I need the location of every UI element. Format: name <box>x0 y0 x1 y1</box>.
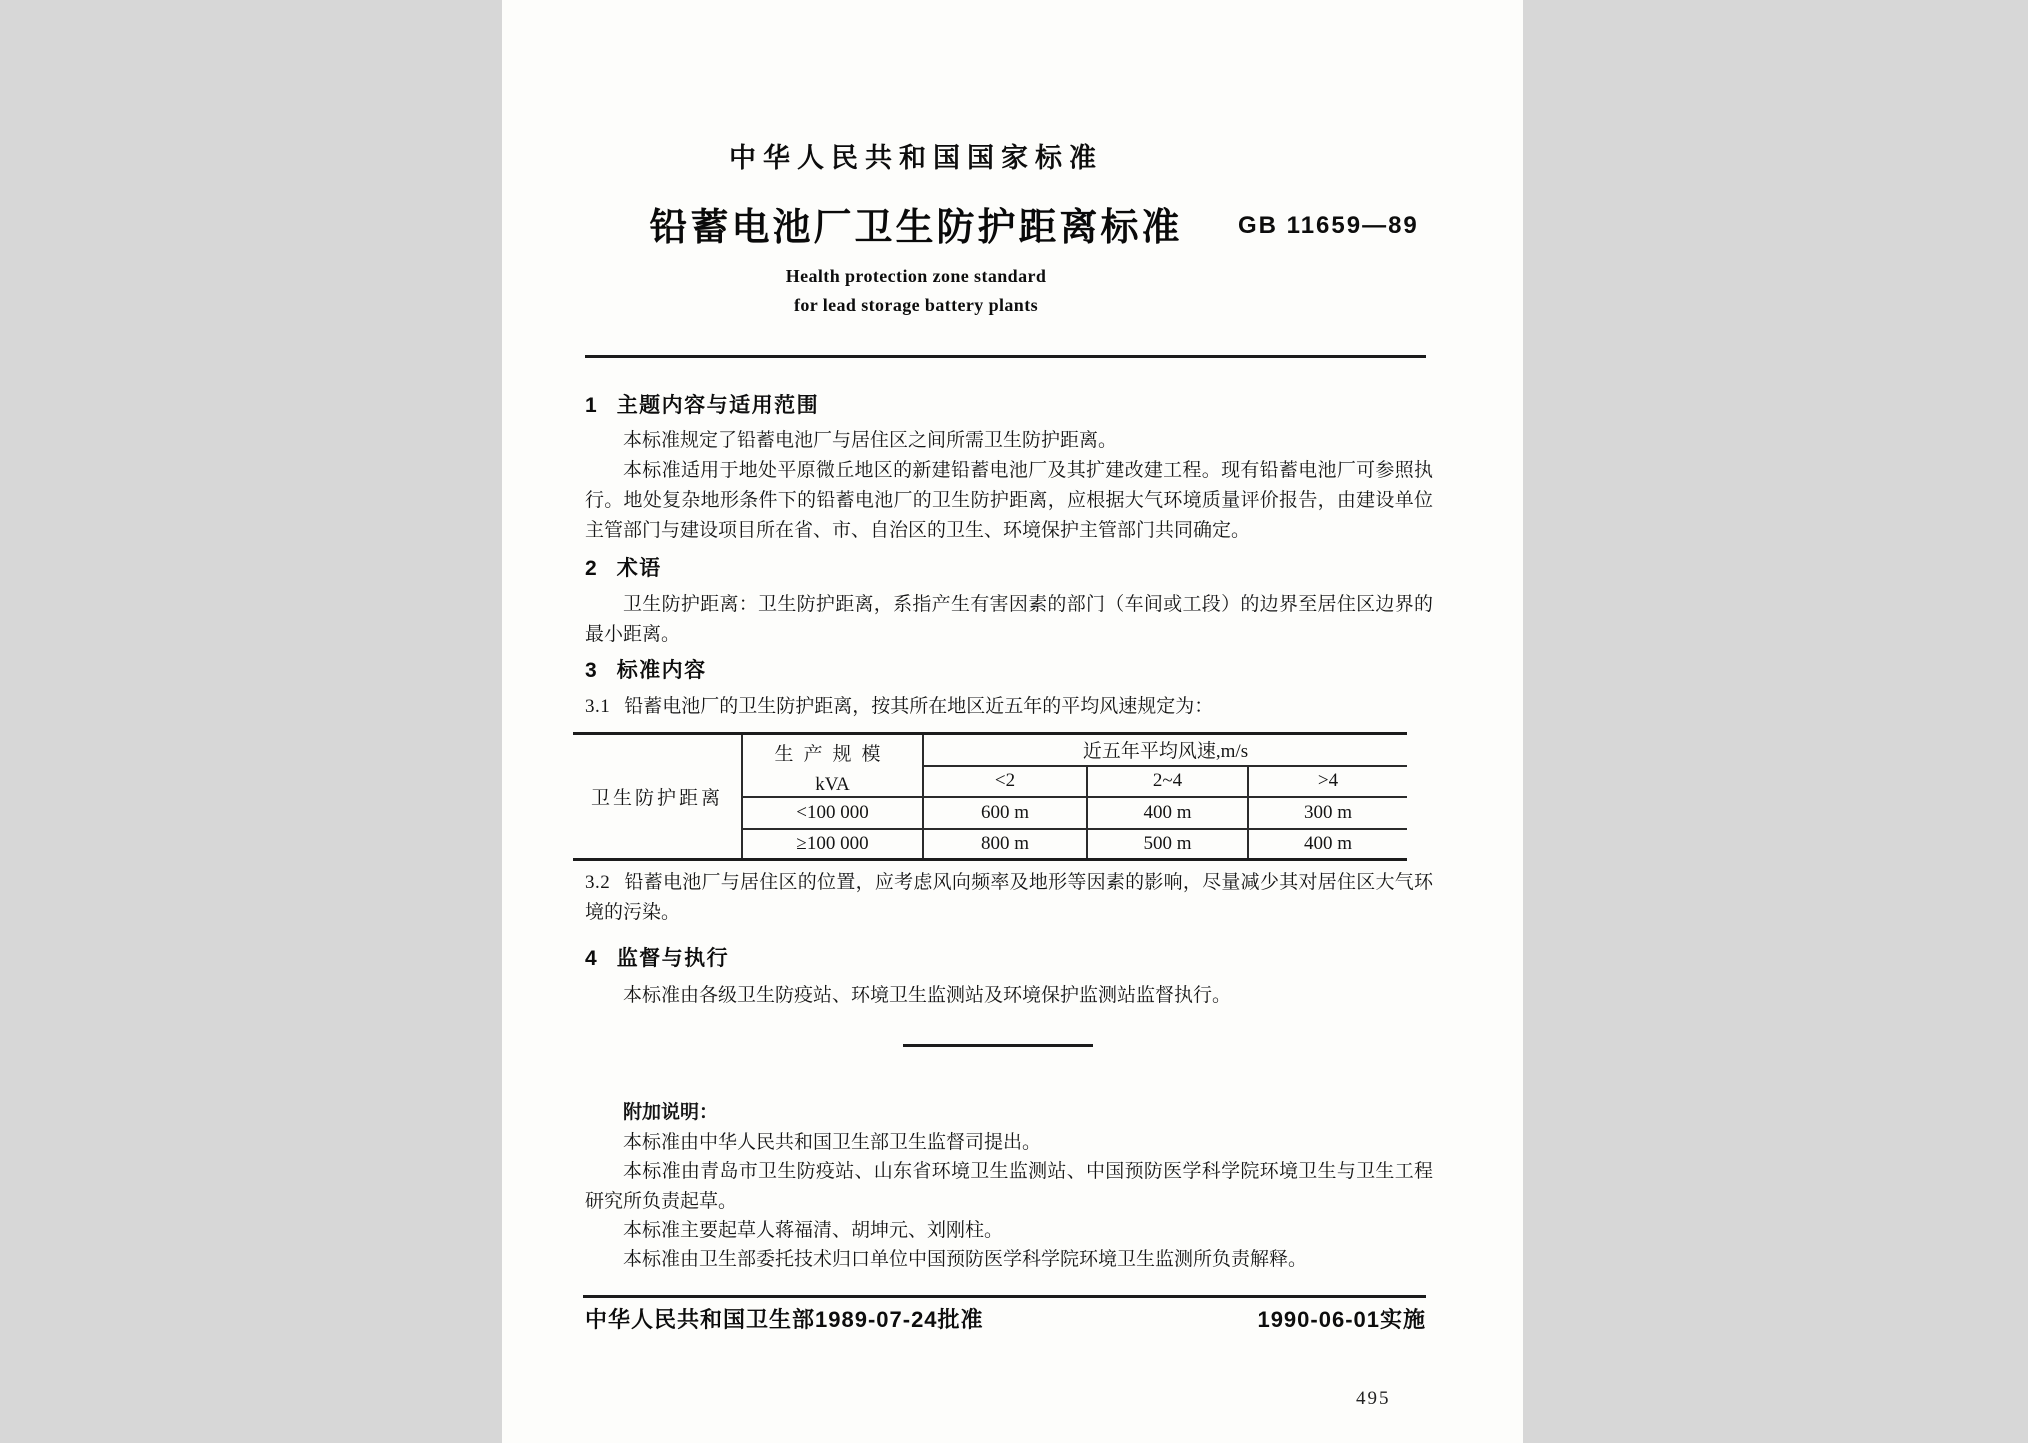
table-scale-unit: kVA <box>815 774 850 795</box>
section-1-paragraph-2: 本标准适用于地处平原微丘地区的新建铅蓄电池厂及其扩建改建工程。现有铅蓄电池厂可参照执行。地处复杂地形条件下的铅蓄电池厂的卫生防护距离，应根据大气环境质量评价报告，由建设单位主管部门与建设项目所在省、市、自治区的卫生、环境保护主管部门共同确定。 <box>585 460 1433 541</box>
table-wind-speed-header: 近五年平均风速,m/s <box>923 734 1407 766</box>
section-2-title: 术语 <box>616 557 662 580</box>
approval-date-text: 中华人民共和国卫生部1989-07-24批准 <box>585 1307 984 1332</box>
appendix-paragraph-2: 本标准由青岛市卫生防疫站、山东省环境卫生监测站、中国预防医学科学院环境卫生与卫生工程研究所负责起草。 <box>585 1161 1433 1212</box>
section-1-title: 主题内容与适用范围 <box>616 394 820 417</box>
clause-3-2-text: 铅蓄电池厂与居住区的位置，应考虑风向频率及地形等因素的影响，尽量减少其对居住区大气环境的污染。 <box>585 872 1433 923</box>
section-end-divider-rule <box>903 1044 1093 1047</box>
section-4-paragraph-1: 本标准由各级卫生防疫站、环境卫生监测站及环境保护监测站监督执行。 <box>623 985 1232 1006</box>
clause-3-2-number: 3.2 <box>585 872 611 893</box>
standard-code: GB 11659—89 <box>1238 212 1419 239</box>
protection-distance-table <box>573 732 1407 861</box>
section-1-number: 1 <box>585 394 597 417</box>
table-scale-header-cell <box>742 734 923 798</box>
clause-3-1-paragraph <box>585 692 1433 722</box>
section-2-heading <box>585 552 1433 582</box>
table-distance-value: 400 m <box>1087 797 1248 829</box>
document-title-en-line1: Health protection zone standard <box>785 266 1047 286</box>
appendix-paragraph-1: 本标准由中华人民共和国卫生部卫生监督司提出。 <box>623 1132 1042 1153</box>
section-3-title: 标准内容 <box>616 659 707 682</box>
section-3-heading <box>585 654 1433 684</box>
table-scale-value: <100 000 <box>742 797 923 829</box>
table-scale-header: 生产规模 <box>774 744 891 765</box>
appendix-paragraph-3: 本标准主要起草人蒋福清、胡坤元、刘刚柱。 <box>623 1220 1004 1241</box>
protection-distance-table-grid <box>573 732 1407 861</box>
document-title-en-line2: for lead storage battery plants <box>793 295 1039 315</box>
table-distance-value: 500 m <box>1087 829 1248 859</box>
clause-3-2-paragraph <box>585 868 1433 928</box>
section-4-number: 4 <box>585 947 597 970</box>
page-number: 495 <box>1356 1388 1391 1409</box>
table-distance-value: 600 m <box>923 797 1087 829</box>
clause-3-1-text: 铅蓄电池厂的卫生防护距离，按其所在地区近五年的平均风速规定为： <box>624 696 1214 717</box>
table-scale-value: ≥100 000 <box>742 829 923 859</box>
table-distance-value: 400 m <box>1304 832 1353 854</box>
appendix-paragraph-4: 本标准由卫生部委托技术归口单位中国预防医学科学院环境卫生监测所负责解释。 <box>623 1249 1308 1270</box>
table-wind-col-1: <2 <box>923 766 1087 797</box>
section-2-paragraph-1: 卫生防护距离：卫生防护距离，系指产生有害因素的部门（车间或工段）的边界至居住区边界的最小距离。 <box>585 594 1433 645</box>
implementation-date-text: 1990-06-01实施 <box>1257 1307 1426 1332</box>
national-standard-label: 中华人民共和国国家标准 <box>729 143 1103 173</box>
table-row-label: 卫生防护距离 <box>573 734 742 860</box>
document-page <box>502 0 1523 1443</box>
footer-divider-rule <box>583 1295 1426 1298</box>
section-1-paragraph-1: 本标准规定了铅蓄电池厂与居住区之间所需卫生防护距离。 <box>623 430 1118 451</box>
section-4-title: 监督与执行 <box>616 947 730 970</box>
table-wind-col-2: 2~4 <box>1087 766 1248 797</box>
section-1-heading <box>585 389 1433 419</box>
document-title-zh: 铅蓄电池厂卫生防护距离标准 <box>649 207 1183 249</box>
appendix-heading: 附加说明： <box>623 1102 719 1123</box>
section-4-heading <box>585 942 1433 972</box>
table-distance-value: 300 m <box>1248 797 1407 829</box>
header-divider-rule <box>585 355 1426 358</box>
table-wind-col-3: >4 <box>1248 766 1407 797</box>
section-3-number: 3 <box>585 659 597 682</box>
clause-3-1-number: 3.1 <box>585 696 611 717</box>
table-distance-value: 800 m <box>923 829 1087 859</box>
section-2-number: 2 <box>585 557 597 580</box>
